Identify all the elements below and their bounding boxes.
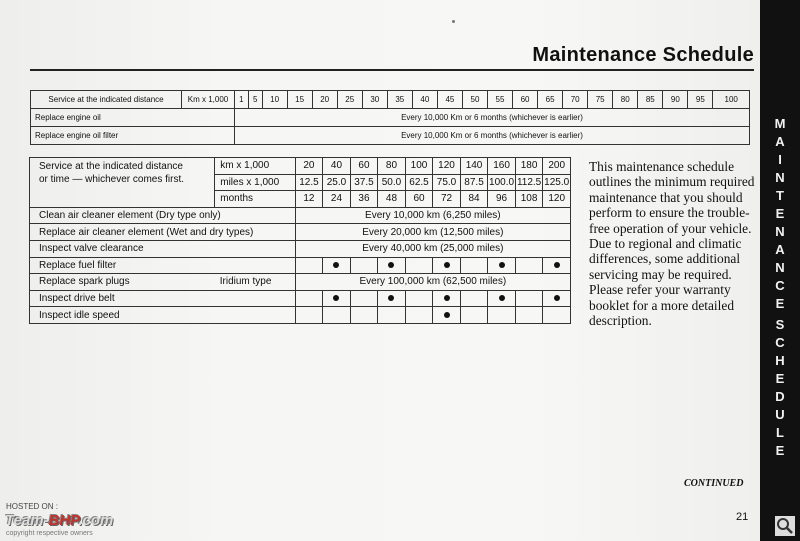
months-cell: 24 (323, 191, 351, 208)
schedule-cell (295, 307, 323, 324)
km-cell: 120 (433, 158, 461, 175)
watermark-hosted: HOSTED ON : (6, 502, 59, 511)
watermark-logo-suffix: .com (78, 512, 114, 529)
distance-cell: 95 (688, 91, 713, 109)
interval-cell: Every 40,000 km (25,000 miles) (295, 240, 570, 257)
watermark-logo (5, 512, 113, 529)
interval-cell: Every 10,000 km (6,250 miles) (295, 207, 570, 224)
km-cell: 140 (460, 158, 488, 175)
service-dot-icon (499, 295, 505, 301)
miles-cell: 12.5 (295, 174, 323, 191)
km-cell: 20 (295, 158, 323, 175)
item-replace-fuel-filter: Replace fuel filter (30, 257, 296, 274)
distance-cell: 90 (663, 91, 688, 109)
interval-cell: Every 10,000 Km or 6 months (whichever is earlier) (235, 127, 750, 145)
months-cell: 48 (378, 191, 406, 208)
unit-months: months (215, 191, 295, 208)
schedule-cell (323, 290, 351, 307)
distance-cell: 30 (362, 91, 387, 109)
km-cell: 80 (378, 158, 406, 175)
km-cell: 200 (543, 158, 571, 175)
side-tab-letter: E (775, 296, 785, 311)
unit-miles: miles x 1,000 (215, 174, 295, 191)
item-replace-spark-plugs: Replace spark plugs (30, 274, 215, 291)
side-tab-letter: T (776, 188, 784, 203)
months-cell: 36 (350, 191, 378, 208)
side-tab-letter: E (775, 443, 785, 458)
miles-cell: 25.0 (323, 174, 351, 191)
schedule-cell (515, 257, 543, 274)
side-tab-letter: N (775, 170, 785, 185)
schedule-cell (295, 257, 323, 274)
months-cell: 72 (433, 191, 461, 208)
side-tab-letter: L (776, 425, 784, 440)
schedule-cell (543, 290, 571, 307)
header-line-2: or time — whichever comes first. (30, 174, 215, 207)
distance-cell: 75 (588, 91, 613, 109)
distance-cell: 85 (638, 91, 663, 109)
distance-cell: 80 (613, 91, 638, 109)
side-tab-letter: H (775, 353, 785, 368)
interval-cell: Every 10,000 Km or 6 months (whichever is earlier) (235, 109, 750, 127)
page-number: 21 (736, 511, 749, 523)
schedule-cell (295, 290, 323, 307)
schedule-cell (405, 307, 433, 324)
schedule-cell (543, 307, 571, 324)
schedule-cell (405, 290, 433, 307)
side-tab-letter: N (775, 260, 785, 275)
months-cell: 60 (405, 191, 433, 208)
months-cell: 96 (488, 191, 516, 208)
schedule-cell (488, 257, 516, 274)
table-row (30, 240, 571, 257)
item-inspect-valve-clearance: Inspect valve clearance (30, 240, 296, 257)
side-tab-letter: S (775, 317, 785, 332)
distance-cell: 45 (437, 91, 462, 109)
months-cell: 120 (543, 191, 571, 208)
maintenance-schedule-table (29, 157, 571, 324)
side-tab-letter: A (775, 242, 785, 257)
table-row (31, 91, 750, 109)
table-row (30, 224, 571, 241)
side-tab-letter: D (775, 389, 785, 404)
distance-cell: 20 (312, 91, 337, 109)
miles-cell: 87.5 (460, 174, 488, 191)
schedule-cell (488, 290, 516, 307)
schedule-cell (433, 257, 461, 274)
distance-cell: 15 (287, 91, 312, 109)
service-dot-icon (554, 295, 560, 301)
header-line-1: Service at the indicated distance (30, 158, 215, 175)
service-dot-icon (388, 262, 394, 268)
schedule-cell (350, 307, 378, 324)
table-row (30, 307, 571, 324)
unit-km: km x 1,000 (215, 158, 295, 175)
page-title: Maintenance Schedule (532, 44, 754, 66)
miles-cell: 50.0 (378, 174, 406, 191)
watermark-logo-accent: BHP (48, 512, 79, 529)
table-row (30, 257, 571, 274)
service-dot-icon (388, 295, 394, 301)
interval-cell: Every 100,000 km (62,500 miles) (295, 274, 570, 291)
miles-cell: 37.5 (350, 174, 378, 191)
unit-label: Km x 1,000 (182, 91, 235, 109)
distance-cell: 60 (513, 91, 538, 109)
distance-cell: 65 (538, 91, 563, 109)
service-dot-icon (333, 262, 339, 268)
oil-schedule-table (30, 90, 750, 145)
distance-cell: 1 (235, 91, 249, 109)
title-rule (30, 69, 754, 71)
side-tab-letter: C (775, 278, 785, 293)
item-clean-air-cleaner: Clean air cleaner element (Dry type only) (30, 207, 296, 224)
schedule-cell (378, 257, 406, 274)
section-side-tab (760, 0, 800, 541)
header-label: Service at the indicated distance (31, 91, 182, 109)
km-cell: 160 (488, 158, 516, 175)
distance-cell: 25 (337, 91, 362, 109)
side-tab-letter: C (775, 335, 785, 350)
service-dot-icon (444, 312, 450, 318)
side-tab-letter: I (778, 152, 782, 167)
service-dot-icon (333, 295, 339, 301)
service-dot-icon (444, 262, 450, 268)
side-tab-letter: E (775, 371, 785, 386)
miles-cell: 75.0 (433, 174, 461, 191)
item-replace-engine-oil: Replace engine oil (31, 109, 235, 127)
months-cell: 84 (460, 191, 488, 208)
side-tab-letter: N (775, 224, 785, 239)
miles-cell: 100.0 (488, 174, 516, 191)
schedule-cell (460, 307, 488, 324)
continued-label: CONTINUED (684, 478, 744, 489)
distance-cell: 70 (563, 91, 588, 109)
scan-mark (452, 20, 455, 23)
table-row (31, 109, 750, 127)
item-replace-air-cleaner: Replace air cleaner element (Wet and dry types) (30, 224, 296, 241)
schedule-cell (378, 307, 406, 324)
schedule-cell (323, 257, 351, 274)
side-tab-letter: M (774, 116, 786, 131)
miles-cell: 112.5 (515, 174, 543, 191)
miles-cell: 62.5 (405, 174, 433, 191)
service-dot-icon (444, 295, 450, 301)
item-inspect-drive-belt: Inspect drive belt (30, 290, 296, 307)
side-tab-letter: U (775, 407, 785, 422)
side-tab-letter: E (775, 206, 785, 221)
km-cell: 40 (323, 158, 351, 175)
table-row (30, 274, 571, 291)
schedule-description: This maintenance schedule outlines the minimum required maintenance that you should perform to ensure the trouble-free operation of your vehicle. Due to regional and climatic differences, some additional servicing may be required. Please refer your warranty booklet for a more detailed description. (589, 159, 755, 329)
distance-cell: 50 (462, 91, 487, 109)
distance-cell: 10 (262, 91, 287, 109)
schedule-cell (460, 290, 488, 307)
schedule-cell (515, 290, 543, 307)
interval-cell: Every 20,000 km (12,500 miles) (295, 224, 570, 241)
months-cell: 108 (515, 191, 543, 208)
schedule-cell (378, 290, 406, 307)
schedule-cell (433, 290, 461, 307)
schedule-cell (350, 290, 378, 307)
distance-cell: 35 (387, 91, 412, 109)
km-cell: 100 (405, 158, 433, 175)
schedule-cell (515, 307, 543, 324)
table-row (30, 174, 571, 191)
km-cell: 60 (350, 158, 378, 175)
spark-plug-type: Iridium type (215, 274, 295, 291)
schedule-cell (405, 257, 433, 274)
table-row (30, 290, 571, 307)
distance-cell: 40 (412, 91, 437, 109)
schedule-cell (323, 307, 351, 324)
schedule-cell (350, 257, 378, 274)
distance-cell: 55 (487, 91, 512, 109)
distance-cell: 100 (713, 91, 750, 109)
side-tab-letter: A (775, 134, 785, 149)
schedule-cell (460, 257, 488, 274)
table-row (31, 127, 750, 145)
months-cell: 12 (295, 191, 323, 208)
magnify-icon[interactable] (775, 516, 795, 536)
service-dot-icon (554, 262, 560, 268)
schedule-cell (543, 257, 571, 274)
schedule-cell (488, 307, 516, 324)
service-dot-icon (499, 262, 505, 268)
km-cell: 180 (515, 158, 543, 175)
item-inspect-idle-speed: Inspect idle speed (30, 307, 296, 324)
watermark-logo-prefix: Team- (5, 512, 49, 529)
watermark-copyright: copyright respective owners (6, 530, 93, 537)
table-row (30, 207, 571, 224)
item-replace-oil-filter: Replace engine oil filter (31, 127, 235, 145)
miles-cell: 125.0 (543, 174, 571, 191)
distance-cell: 5 (248, 91, 262, 109)
schedule-cell (433, 307, 461, 324)
table-row (30, 158, 571, 175)
